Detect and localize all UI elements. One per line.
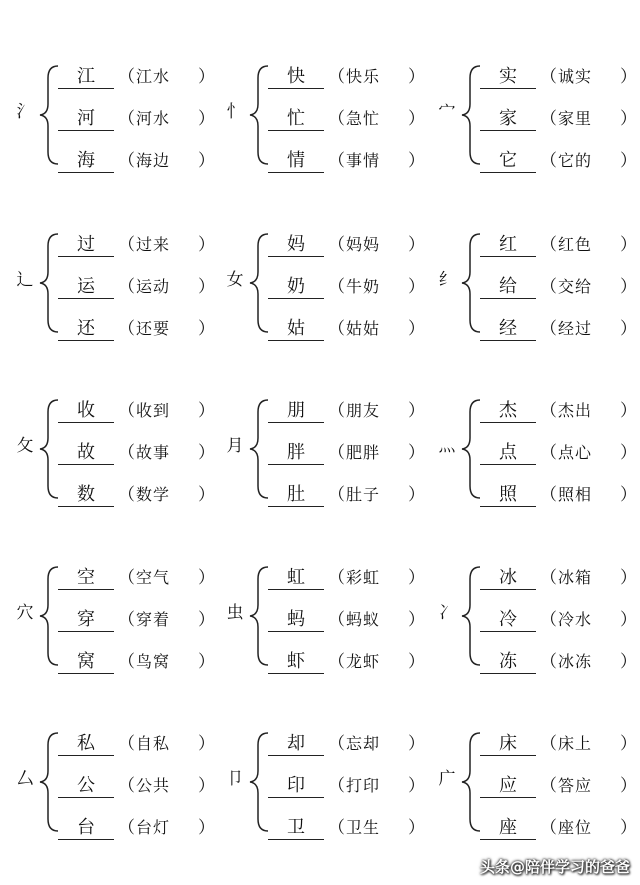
- example-word: 河水: [136, 109, 171, 128]
- example-word: 朋友: [346, 401, 381, 420]
- open-paren: （: [328, 818, 345, 838]
- close-paren: ）: [408, 401, 425, 421]
- character-row: [480, 609, 640, 633]
- close-paren: ）: [408, 610, 425, 630]
- close-paren: ）: [408, 277, 425, 297]
- example-word: 快乐: [346, 67, 381, 86]
- character-blank: 窝: [58, 651, 114, 674]
- example-word: 空气: [136, 568, 171, 587]
- character-row: [480, 66, 640, 90]
- close-paren: ）: [620, 67, 637, 87]
- example-word: 妈妈: [346, 235, 381, 254]
- example-word: 公共: [136, 776, 171, 795]
- example-word: 肚子: [346, 485, 381, 504]
- character-blank: 照: [480, 484, 536, 507]
- character-row: [58, 775, 228, 799]
- example-word: 彩虹: [346, 568, 381, 587]
- example-word: 蚂蚁: [346, 610, 381, 629]
- open-paren: （: [118, 151, 135, 171]
- close-paren: ）: [198, 652, 215, 672]
- radical: 辶: [16, 270, 34, 290]
- open-paren: （: [118, 401, 135, 421]
- close-paren: ）: [198, 568, 215, 588]
- radical-group: [434, 60, 637, 171]
- character-row: [480, 651, 640, 675]
- character-blank: 江: [58, 66, 114, 89]
- radical: 虫: [226, 603, 244, 623]
- character-blank: 数: [58, 484, 114, 507]
- character-row: [58, 234, 228, 258]
- character-blank: 运: [58, 276, 114, 299]
- radical-group: [12, 228, 215, 339]
- character-row: [268, 276, 438, 300]
- character-row: [268, 442, 438, 466]
- open-paren: （: [328, 443, 345, 463]
- character-blank: 冰: [480, 567, 536, 590]
- open-paren: （: [118, 818, 135, 838]
- open-paren: （: [118, 109, 135, 129]
- close-paren: ）: [620, 235, 637, 255]
- radical-group: [222, 228, 425, 339]
- example-word: 交给: [558, 277, 593, 296]
- character-row: [58, 276, 228, 300]
- example-word: 座位: [558, 818, 593, 837]
- radical: 卩: [226, 769, 244, 789]
- character-row: [480, 567, 640, 591]
- character-row: [268, 400, 438, 424]
- close-paren: ）: [198, 401, 215, 421]
- character-blank: 卫: [268, 817, 324, 840]
- open-paren: （: [328, 610, 345, 630]
- open-paren: （: [540, 776, 557, 796]
- character-blank: 忙: [268, 108, 324, 131]
- open-paren: （: [328, 734, 345, 754]
- close-paren: ）: [408, 67, 425, 87]
- close-paren: ）: [198, 151, 215, 171]
- character-blank: 冻: [480, 651, 536, 674]
- open-paren: （: [540, 235, 557, 255]
- example-word: 急忙: [346, 109, 381, 128]
- example-word: 牛奶: [346, 277, 381, 296]
- character-row: [268, 817, 438, 841]
- character-row: [58, 651, 228, 675]
- character-blank: 印: [268, 775, 324, 798]
- example-word: 卫生: [346, 818, 381, 837]
- character-blank: 河: [58, 108, 114, 131]
- close-paren: ）: [408, 443, 425, 463]
- example-word: 运动: [136, 277, 171, 296]
- character-row: [480, 150, 640, 174]
- open-paren: （: [540, 652, 557, 672]
- example-word: 江水: [136, 67, 171, 86]
- character-row: [268, 318, 438, 342]
- character-row: [480, 484, 640, 508]
- example-word: 红色: [558, 235, 593, 254]
- character-blank: 床: [480, 733, 536, 756]
- close-paren: ）: [620, 610, 637, 630]
- example-word: 冷水: [558, 610, 593, 629]
- example-word: 冰冻: [558, 652, 593, 671]
- example-word: 龙虾: [346, 652, 381, 671]
- close-paren: ）: [620, 109, 637, 129]
- open-paren: （: [118, 443, 135, 463]
- radical: 纟: [438, 270, 456, 290]
- character-blank: 座: [480, 817, 536, 840]
- open-paren: （: [540, 734, 557, 754]
- open-paren: （: [540, 67, 557, 87]
- character-blank: 故: [58, 442, 114, 465]
- close-paren: ）: [198, 776, 215, 796]
- character-row: [268, 775, 438, 799]
- close-paren: ）: [620, 277, 637, 297]
- example-word: 忘却: [346, 734, 381, 753]
- close-paren: ）: [408, 319, 425, 339]
- character-blank: 肚: [268, 484, 324, 507]
- radical-group: [222, 60, 425, 171]
- watermark: 头条@陪伴学习的爸爸: [479, 858, 630, 876]
- open-paren: （: [118, 652, 135, 672]
- close-paren: ）: [620, 818, 637, 838]
- character-row: [58, 484, 228, 508]
- radical: 女: [226, 270, 244, 290]
- character-blank: 胖: [268, 442, 324, 465]
- character-blank: 给: [480, 276, 536, 299]
- close-paren: ）: [408, 776, 425, 796]
- radical: 灬: [438, 436, 456, 456]
- character-row: [268, 108, 438, 132]
- close-paren: ）: [408, 734, 425, 754]
- character-blank: 虹: [268, 567, 324, 590]
- character-row: [268, 66, 438, 90]
- character-blank: 妈: [268, 234, 324, 257]
- close-paren: ）: [620, 151, 637, 171]
- close-paren: ）: [620, 734, 637, 754]
- open-paren: （: [328, 401, 345, 421]
- example-word: 收到: [136, 401, 171, 420]
- character-blank: 应: [480, 775, 536, 798]
- character-row: [480, 442, 640, 466]
- character-blank: 奶: [268, 276, 324, 299]
- radical-group: [222, 394, 425, 505]
- example-word: 照相: [558, 485, 593, 504]
- open-paren: （: [328, 277, 345, 297]
- character-blank: 红: [480, 234, 536, 257]
- close-paren: ）: [620, 568, 637, 588]
- character-blank: 公: [58, 775, 114, 798]
- open-paren: （: [118, 277, 135, 297]
- open-paren: （: [540, 319, 557, 339]
- character-blank: 点: [480, 442, 536, 465]
- character-blank: 海: [58, 150, 114, 173]
- close-paren: ）: [620, 443, 637, 463]
- close-paren: ）: [198, 443, 215, 463]
- example-word: 数学: [136, 485, 171, 504]
- close-paren: ）: [408, 109, 425, 129]
- close-paren: ）: [620, 485, 637, 505]
- open-paren: （: [328, 319, 345, 339]
- radical-group: [434, 727, 637, 838]
- close-paren: ）: [198, 277, 215, 297]
- open-paren: （: [540, 568, 557, 588]
- open-paren: （: [328, 109, 345, 129]
- radical-group: [12, 727, 215, 838]
- character-row: [58, 400, 228, 424]
- radical: 攵: [16, 436, 34, 456]
- character-row: [58, 733, 228, 757]
- open-paren: （: [540, 443, 557, 463]
- example-word: 冰箱: [558, 568, 593, 587]
- radical-group: [434, 561, 637, 672]
- character-row: [58, 817, 228, 841]
- example-word: 过来: [136, 235, 171, 254]
- close-paren: ）: [198, 610, 215, 630]
- example-word: 答应: [558, 776, 593, 795]
- character-row: [58, 108, 228, 132]
- example-word: 自私: [136, 734, 171, 753]
- open-paren: （: [328, 67, 345, 87]
- close-paren: ）: [620, 652, 637, 672]
- character-blank: 它: [480, 150, 536, 173]
- character-row: [268, 651, 438, 675]
- character-blank: 实: [480, 66, 536, 89]
- radical-group: [12, 60, 215, 171]
- open-paren: （: [328, 235, 345, 255]
- character-row: [268, 567, 438, 591]
- example-word: 点心: [558, 443, 593, 462]
- open-paren: （: [328, 568, 345, 588]
- open-paren: （: [540, 818, 557, 838]
- open-paren: （: [328, 485, 345, 505]
- character-blank: 空: [58, 567, 114, 590]
- close-paren: ）: [198, 818, 215, 838]
- example-word: 故事: [136, 443, 171, 462]
- character-blank: 朋: [268, 400, 324, 423]
- character-blank: 快: [268, 66, 324, 89]
- character-blank: 私: [58, 733, 114, 756]
- character-blank: 杰: [480, 400, 536, 423]
- radical: 月: [226, 436, 244, 456]
- open-paren: （: [328, 652, 345, 672]
- example-word: 鸟窝: [136, 652, 171, 671]
- radical: 忄: [226, 102, 244, 122]
- open-paren: （: [118, 776, 135, 796]
- example-word: 台灯: [136, 818, 171, 837]
- character-row: [58, 150, 228, 174]
- open-paren: （: [118, 319, 135, 339]
- open-paren: （: [540, 151, 557, 171]
- example-word: 杰出: [558, 401, 593, 420]
- close-paren: ）: [198, 734, 215, 754]
- character-blank: 虾: [268, 651, 324, 674]
- open-paren: （: [540, 109, 557, 129]
- character-row: [58, 609, 228, 633]
- open-paren: （: [328, 776, 345, 796]
- character-row: [58, 66, 228, 90]
- example-word: 海边: [136, 151, 171, 170]
- open-paren: （: [540, 610, 557, 630]
- character-blank: 情: [268, 150, 324, 173]
- character-row: [480, 733, 640, 757]
- radical: 宀: [438, 102, 456, 122]
- character-row: [268, 150, 438, 174]
- character-row: [480, 400, 640, 424]
- character-row: [480, 108, 640, 132]
- character-blank: 收: [58, 400, 114, 423]
- radical: 冫: [438, 603, 456, 623]
- character-blank: 经: [480, 318, 536, 341]
- open-paren: （: [118, 67, 135, 87]
- radical: 穴: [16, 603, 34, 623]
- character-blank: 冷: [480, 609, 536, 632]
- close-paren: ）: [408, 568, 425, 588]
- close-paren: ）: [198, 319, 215, 339]
- character-row: [480, 817, 640, 841]
- open-paren: （: [118, 610, 135, 630]
- close-paren: ）: [408, 151, 425, 171]
- character-row: [268, 234, 438, 258]
- example-word: 事情: [346, 151, 381, 170]
- example-word: 它的: [558, 151, 593, 170]
- close-paren: ）: [198, 485, 215, 505]
- character-blank: 过: [58, 234, 114, 257]
- character-row: [58, 442, 228, 466]
- open-paren: （: [540, 401, 557, 421]
- character-row: [58, 567, 228, 591]
- character-blank: 台: [58, 817, 114, 840]
- close-paren: ）: [198, 67, 215, 87]
- close-paren: ）: [620, 401, 637, 421]
- character-blank: 家: [480, 108, 536, 131]
- character-row: [58, 318, 228, 342]
- radical-group: [12, 394, 215, 505]
- close-paren: ）: [408, 485, 425, 505]
- character-row: [268, 609, 438, 633]
- open-paren: （: [118, 235, 135, 255]
- open-paren: （: [118, 485, 135, 505]
- character-blank: 还: [58, 318, 114, 341]
- character-blank: 姑: [268, 318, 324, 341]
- open-paren: （: [118, 734, 135, 754]
- radical-group: [434, 394, 637, 505]
- open-paren: （: [540, 277, 557, 297]
- character-blank: 蚂: [268, 609, 324, 632]
- character-blank: 穿: [58, 609, 114, 632]
- example-word: 家里: [558, 109, 593, 128]
- character-row: [480, 234, 640, 258]
- character-row: [268, 484, 438, 508]
- close-paren: ）: [198, 109, 215, 129]
- close-paren: ）: [408, 652, 425, 672]
- character-row: [268, 733, 438, 757]
- close-paren: ）: [620, 776, 637, 796]
- example-word: 打印: [346, 776, 381, 795]
- radical-group: [434, 228, 637, 339]
- example-word: 姑姑: [346, 319, 381, 338]
- close-paren: ）: [408, 235, 425, 255]
- radical: 氵: [16, 102, 34, 122]
- example-word: 床上: [558, 734, 593, 753]
- example-word: 穿着: [136, 610, 171, 629]
- example-word: 肥胖: [346, 443, 381, 462]
- example-word: 经过: [558, 319, 593, 338]
- open-paren: （: [118, 568, 135, 588]
- character-row: [480, 276, 640, 300]
- close-paren: ）: [620, 319, 637, 339]
- radical-group: [222, 727, 425, 838]
- radical: 广: [438, 769, 456, 789]
- radical-group: [222, 561, 425, 672]
- character-row: [480, 318, 640, 342]
- example-word: 诚实: [558, 67, 593, 86]
- close-paren: ）: [198, 235, 215, 255]
- open-paren: （: [540, 485, 557, 505]
- open-paren: （: [328, 151, 345, 171]
- character-row: [480, 775, 640, 799]
- example-word: 还要: [136, 319, 171, 338]
- radical-group: [12, 561, 215, 672]
- radical: 厶: [16, 769, 34, 789]
- close-paren: ）: [408, 818, 425, 838]
- character-blank: 却: [268, 733, 324, 756]
